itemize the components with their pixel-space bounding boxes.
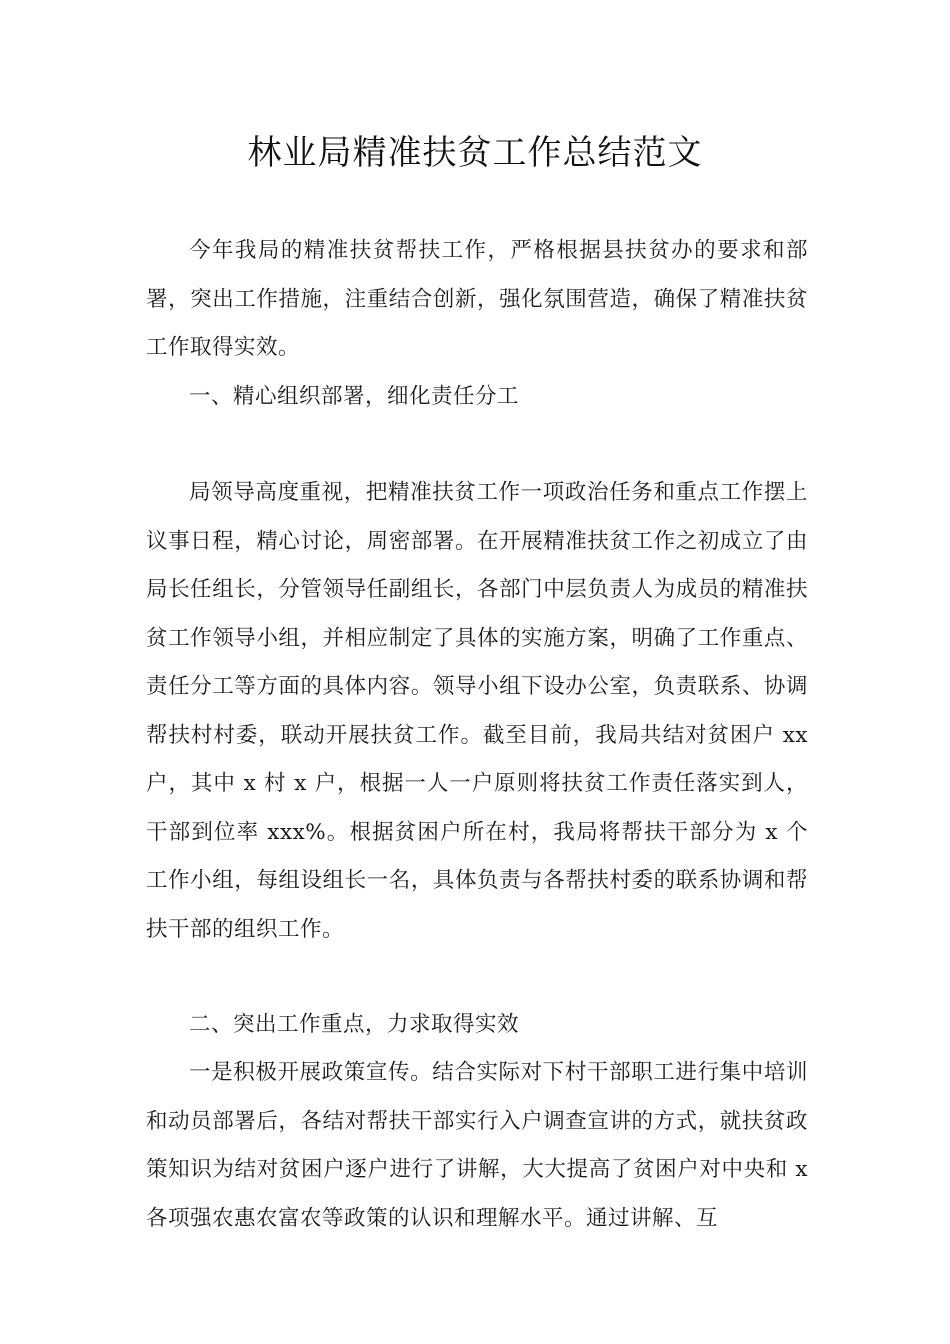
section-two-paragraph: 一是积极开展政策宣传。结合实际对下村干部职工进行集中培训和动员部署后，各结对帮扶干部实行入户调查宣讲的方式，就扶贫政策知识为结对贫困户逐户进行了讲解，大大提高了贫困户对中央和 x 各项强农惠农富农等政策的认识和理解水平。通过讲解、互 [146,1060,808,1231]
document-title: 林业局精准扶贫工作总结范文 [247,133,703,173]
intro-paragraph: 今年我局的精准扶贫帮扶工作，严格根据县扶贫办的要求和部署，突出工作措施，注重结合创新，强化氛围营造，确保了精准扶贫工作取得实效。 [146,238,808,360]
section-one-heading: 一、精心组织部署，细化责任分工 [189,384,520,409]
intro-paragraph-block [146,227,808,373]
section-two-heading-block [146,1001,808,1050]
section-two-heading: 二、突出工作重点，力求取得实效 [189,1012,520,1037]
section-one-heading-block [146,373,808,422]
section-one-paragraph: 局领导高度重视，把精准扶贫工作一项政治任务和重点工作摆上议事日程，精心讨论，周密部署。在开展精准扶贫工作之初成立了由局长任组长，分管领导任副组长，各部门中层负责人为成员的精准扶贫工作领导小组，并相应制定了具体的实施方案，明确了工作重点、责任分工等方面的具体内容。领导小组下设办公室，负责联系、协调帮扶村村委，联动开展扶贫工作。截至目前，我局共结对贫困户 xx 户，其中 x 村 x 户，根据一人一户原则将扶贫工作责任落实到人，干部到位率 xxx%。根据贫困户所在村，我局将帮扶干部分为 x 个工作小组，每组设组长一名，具体负责与各帮扶村委的联系协调和帮扶干部的组织工作。 [146,480,808,942]
section-two-paragraph-block [146,1049,808,1243]
section-one-paragraph-block [146,469,808,954]
